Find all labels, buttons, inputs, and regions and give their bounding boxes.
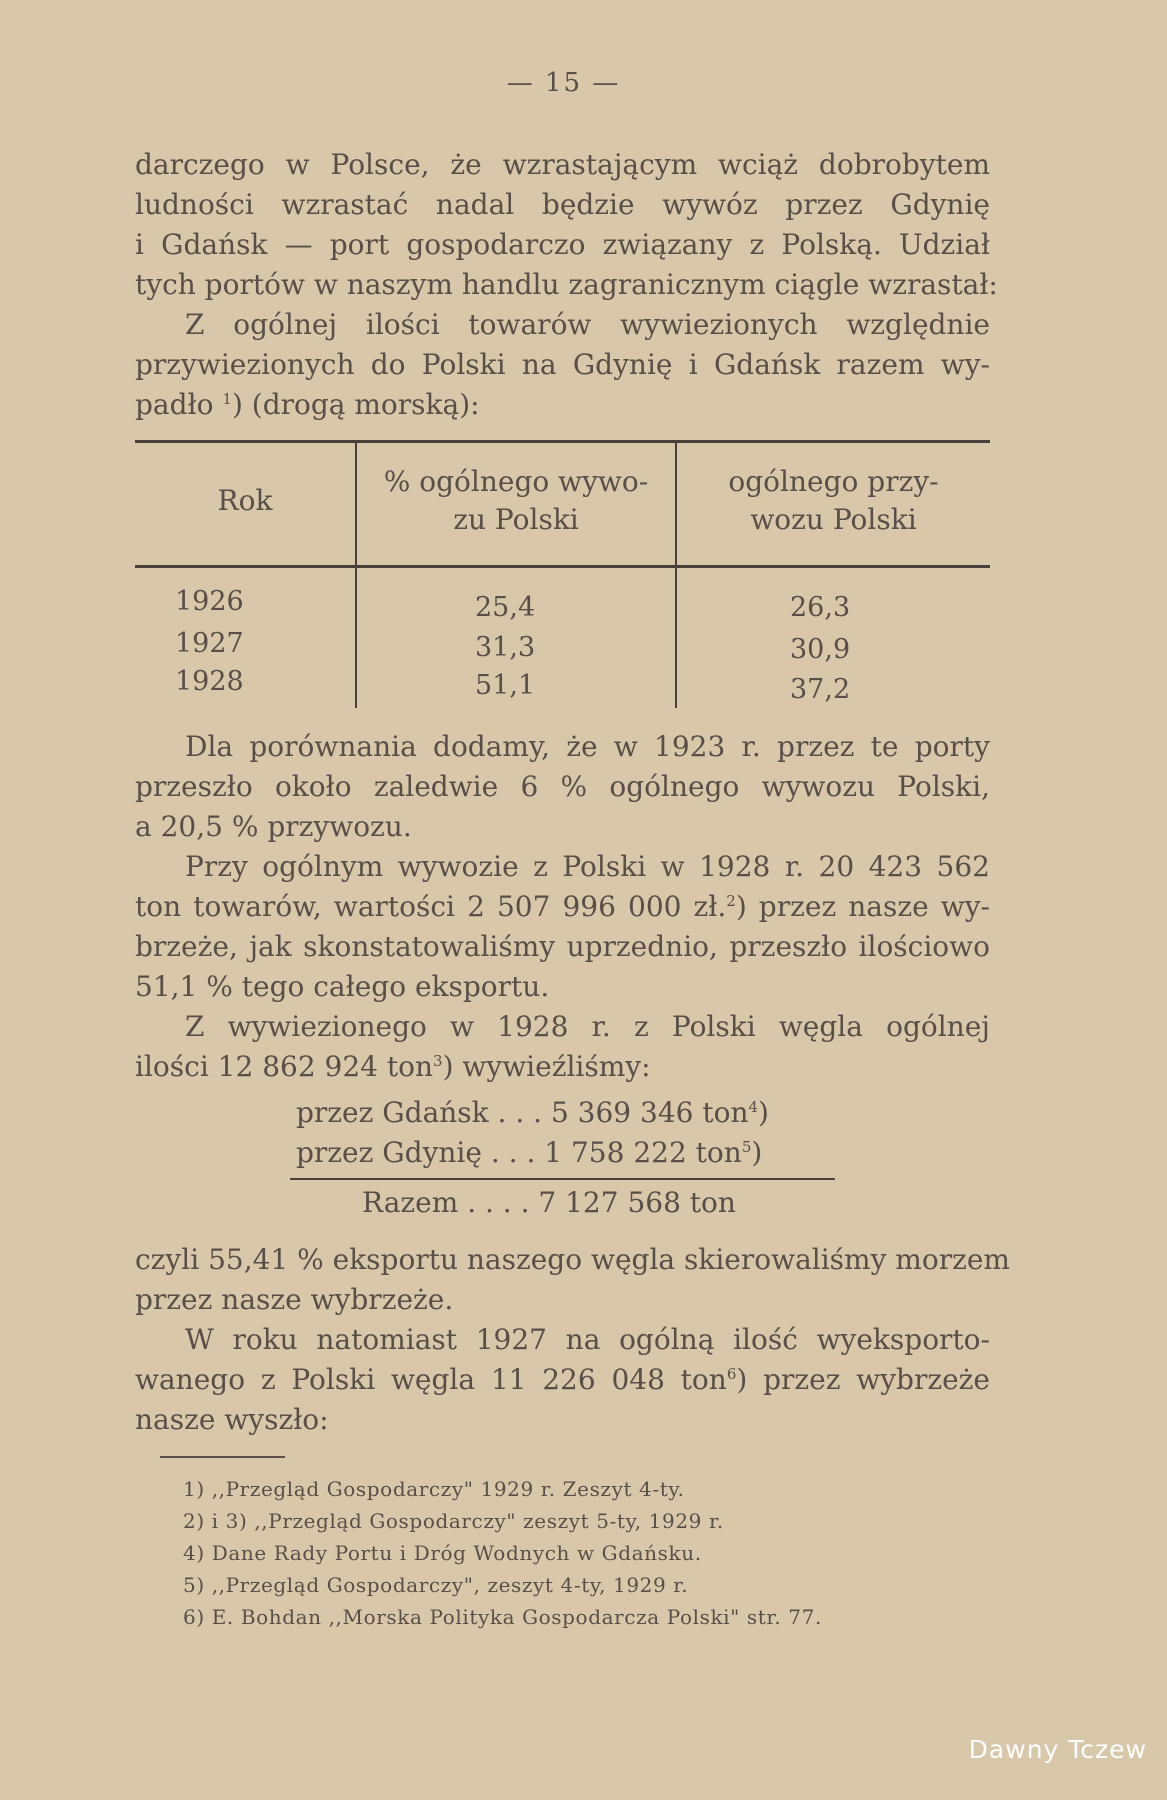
coal-export-sum [290, 1096, 830, 1226]
table-cell-import: 37,2 [790, 674, 851, 705]
intro-paragraph [135, 145, 998, 425]
comparison-paragraph [135, 727, 990, 1087]
text-line: tych portów w naszym handlu zagranicznym ciągle wzrastał: [135, 268, 998, 301]
table-cell-export: 31,3 [475, 632, 536, 663]
table-cell-export: 51,1 [475, 670, 536, 701]
text-fragment: ) przez wybrzeże [736, 1363, 990, 1396]
text-line: a 20,5 % przywozu. [135, 810, 412, 843]
table-header-export [357, 463, 675, 539]
table-cell-year: 1928 [175, 666, 244, 697]
text-line: darczego w Polsce, że wzrastającym wciąż dobrobytem [135, 148, 990, 181]
sum-row-gdynia: przez Gdynię . . . 1 758 222 ton$^5$) [296, 1136, 763, 1169]
sum-label: przez Gdynię . . . 1 758 222 ton [296, 1136, 742, 1169]
text-line: 51,1 % tego całego eksportu. [135, 970, 550, 1003]
text-line [135, 1360, 990, 1400]
text-fragment: ) wywieźliśmy: [442, 1050, 651, 1083]
footnote-ref: 5 [741, 1138, 752, 1156]
footnote-ref: 2 [726, 892, 736, 910]
sum-row-gdansk: przez Gdańsk . . . 5 369 346 ton$^4$) [296, 1096, 769, 1129]
table-cell-import: 26,3 [790, 592, 851, 623]
footnote-mark: 1) [183, 1477, 205, 1501]
header-line: % ogólnego wywo- [383, 465, 649, 498]
text-line: Przy ogólnym wywozie z Polski w 1928 r. 20 423 562 [185, 850, 990, 883]
footnote-text: Dane Rady Portu i Dróg Wodnych w Gdańsku. [211, 1541, 702, 1565]
page-number: — 15 — [506, 68, 621, 98]
text-fragment: ton towarów, wartości 2 507 996 000 zł. [135, 890, 727, 923]
text-line: i Gdańsk — port gospodarczo związany z Polską. Udział [135, 228, 990, 261]
footnote-separator [160, 1456, 285, 1458]
header-line: wozu Polski [750, 503, 917, 536]
footnote [183, 1569, 822, 1601]
footnote-text: ,,Przegląd Gospodarczy" 1929 r. Zeszyt 4-ty. [211, 1477, 685, 1501]
table-cell-year: 1926 [175, 586, 244, 617]
text-fragment: padło [135, 388, 214, 421]
sum-label: przez Gdańsk . . . 5 369 346 ton [296, 1096, 749, 1129]
footnote-ref: 4 [748, 1098, 759, 1116]
text-fragment: ilości 12 862 924 ton [135, 1050, 434, 1083]
footnote [183, 1537, 822, 1569]
table-header-import [677, 463, 990, 539]
text-line: Dla porównania dodamy, że w 1923 r. przez te porty [185, 730, 990, 763]
footnote-ref: 1 [222, 390, 232, 408]
text-line: nasze wyszło: [135, 1403, 329, 1436]
footnote-mark: 4) [183, 1541, 205, 1565]
table-cell-import: 30,9 [790, 634, 851, 665]
text-line [135, 887, 990, 927]
text-line: brzeże, jak skonstatowaliśmy uprzednio, przeszło ilościowo [135, 930, 990, 963]
footnote [183, 1601, 822, 1633]
coal-paragraph [135, 1240, 1010, 1440]
footnote-ref: 3 [433, 1052, 443, 1070]
text-line: Z wywiezionego w 1928 r. z Polski węgla ogólnej [185, 1010, 990, 1043]
text-line: ludności wzrastać nadal będzie wywóz przez Gdynię [135, 188, 990, 221]
footnote-text: ,,Przegląd Gospodarczy", zeszyt 4-ty, 1929 r. [211, 1573, 689, 1597]
port-share-table [135, 440, 990, 740]
table-header-year: Rok [217, 484, 273, 517]
header-line: ogólnego przy- [728, 465, 939, 498]
table-cell-year: 1927 [175, 628, 244, 659]
text-fragment: wanego z Polski węgla 11 226 048 ton [135, 1363, 727, 1396]
footnotes [183, 1473, 822, 1633]
text-line: padło $^1$) (drogą morską): [135, 388, 480, 421]
text-line: przeszło około zaledwie 6 % ogólnego wywozu Polski, [135, 770, 990, 803]
footnote-text: E. Bohdan ,,Morska Polityka Gospodarcza Polski" str. 77. [211, 1605, 822, 1629]
footnote [183, 1505, 822, 1537]
sum-total: Razem . . . . 7 127 568 ton [362, 1186, 736, 1219]
text-line [135, 1047, 990, 1087]
text-line: przywiezionych do Polski na Gdynię i Gdańsk razem wy- [135, 348, 990, 381]
watermark: Dawny Tczew [968, 1735, 1147, 1764]
text-fragment: ) przez nasze wy- [735, 890, 991, 923]
text-line: przez nasze wybrzeże. [135, 1283, 454, 1316]
table-top-rule [135, 440, 990, 443]
footnote-mark: 2) i 3) [183, 1509, 248, 1533]
footnote-mark: 6) [183, 1605, 205, 1629]
footnote-ref: 6 [726, 1365, 737, 1383]
text-fragment: (drogą morską): [251, 388, 480, 421]
sum-rule [290, 1178, 835, 1180]
table-cell-export: 25,4 [475, 592, 536, 623]
text-line: czyli 55,41 % eksportu naszego węgla skierowaliśmy morzem [135, 1243, 1010, 1276]
text-line: W roku natomiast 1927 na ogólną ilość wyeksporto- [185, 1323, 990, 1356]
header-line: zu Polski [453, 503, 579, 536]
text-line: Z ogólnej ilości towarów wywiezionych względnie [185, 308, 990, 341]
footnote-text: ,,Przegląd Gospodarczy" zeszyt 5-ty, 1929 r. [254, 1509, 724, 1533]
footnote-mark: 5) [183, 1573, 205, 1597]
table-header-rule [135, 565, 990, 568]
footnote [183, 1473, 822, 1505]
